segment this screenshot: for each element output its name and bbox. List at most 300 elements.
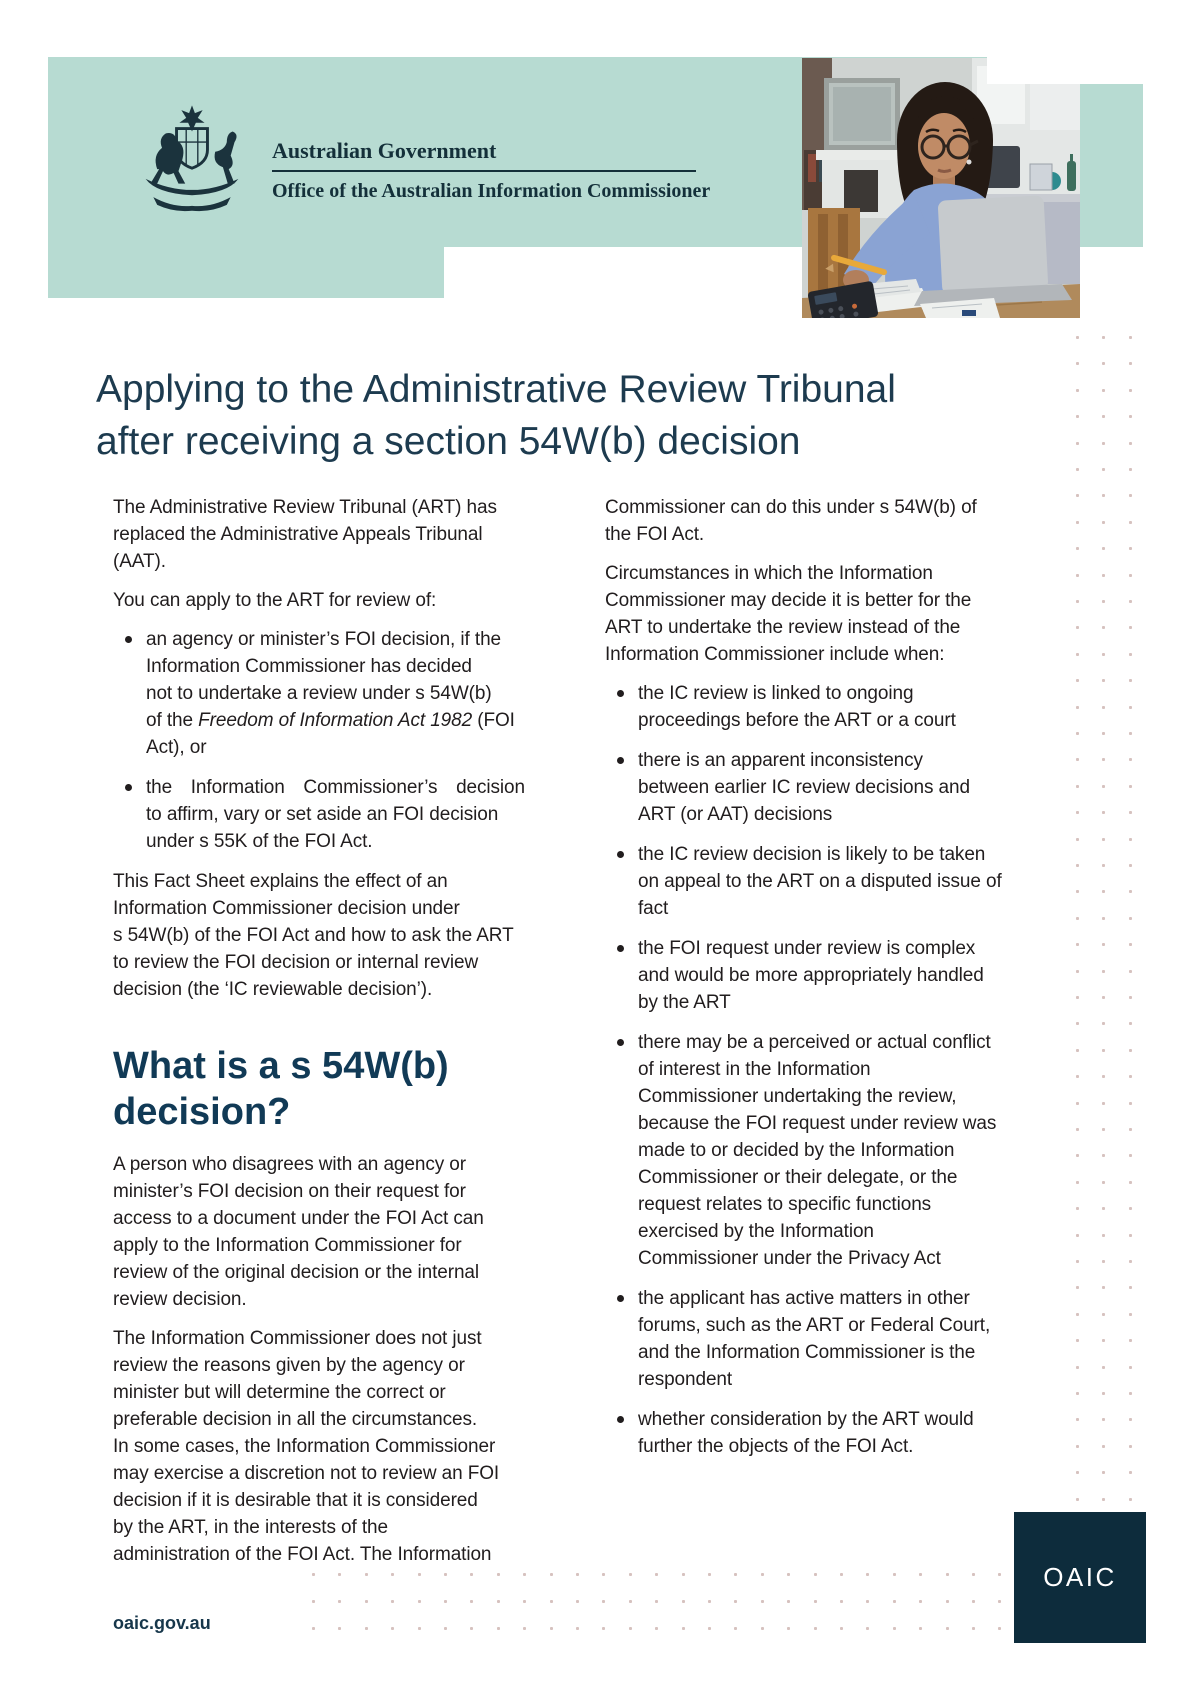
decor-dot [1102,890,1105,893]
decor-dot [1076,1234,1079,1237]
text-line: apply to the Information Commissioner for [113,1235,462,1256]
decor-dot [1129,1154,1132,1157]
text-line: The Information Commissioner does not just [113,1328,482,1349]
decor-dot [1076,1339,1079,1342]
text-line: preferable decision in all the circumstances. [113,1409,478,1430]
decor-dot [1102,1498,1105,1501]
decor-dot [444,1627,447,1630]
decor-dot [1129,442,1132,445]
bullet-dot-icon [617,851,624,858]
text-line: administration of the FOI Act. The Information [113,1544,492,1565]
text-line: not to undertake a review under s 54W(b) [146,683,492,704]
decor-dot [1129,864,1132,867]
decor-dot [761,1627,764,1630]
decor-dot [1102,970,1105,973]
text-line: forums, such as the ART or Federal Court, [638,1315,991,1336]
text-line: of interest in the Information [638,1059,871,1080]
text-line: request relates to specific functions [638,1194,932,1215]
decor-dot [523,1600,526,1603]
decor-dot [1129,890,1132,893]
decor-dot [418,1600,421,1603]
decor-dot [1102,943,1105,946]
text-line: Commissioner can do this under s 54W(b) of [605,497,977,518]
decor-dot [1076,1102,1079,1105]
decor-dot [1102,1366,1105,1369]
decor-dot [1102,1049,1105,1052]
decor-dot [814,1600,817,1603]
decor-dot [1102,574,1105,577]
text-line: replaced the Administrative Appeals Tribunal [113,524,483,545]
text-line: decision? [113,1091,291,1133]
decor-dot [523,1627,526,1630]
decor-dot [1102,1128,1105,1131]
left-column [113,494,525,1580]
decor-dot [1129,1313,1132,1316]
decor-dot [998,1627,1001,1630]
decor-dot [1129,732,1132,735]
text-line: review the reasons given by the agency or [113,1355,465,1376]
decor-dot [1129,785,1132,788]
decor-dot [1076,943,1079,946]
decor-dot [1102,1181,1105,1184]
decor-dot [1129,1022,1132,1025]
text-line: minister but will determine the correct or [113,1382,446,1403]
text-line: the applicant has active matters in other [638,1288,970,1309]
australian-coat-of-arms-icon [134,100,250,218]
decor-dot [1076,1181,1079,1184]
decor-dot [576,1627,579,1630]
decor-dot [1102,1471,1105,1474]
decor-dot [550,1573,553,1576]
text-line: A person who disagrees with an agency or [113,1154,466,1175]
decor-dot [1102,336,1105,339]
decor-dot [1129,468,1132,471]
bullet-dot-icon [617,945,624,952]
text-line: You can apply to the ART for review of: [113,590,437,611]
decor-dot [1076,996,1079,999]
text-line: Commissioner undertaking the review, [638,1086,957,1107]
decor-dot [1129,1075,1132,1078]
decor-dot [682,1627,685,1630]
decor-dot [1129,626,1132,629]
oaic-logo [1014,1512,1146,1643]
decor-dot [1129,547,1132,550]
government-label: Australian Government [272,138,497,163]
decor-dot [1102,362,1105,365]
paragraph [113,1151,525,1313]
text-line: review decision. [113,1289,247,1310]
decor-dot [1076,468,1079,471]
decor-dot [1102,1445,1105,1448]
decor-dot [497,1627,500,1630]
decor-dot [1129,1049,1132,1052]
decor-dot [972,1600,975,1603]
decor-dot [1129,1498,1132,1501]
decor-dot [1129,494,1132,497]
section-heading [113,1043,525,1135]
decor-dot [1102,442,1105,445]
decor-dot [840,1573,843,1576]
decor-dot [1129,996,1132,999]
bullet-item [605,935,1017,1016]
decor-dot [1102,1022,1105,1025]
text-line: The Administrative Review Tribunal (ART) has [113,497,497,518]
decor-dot [1102,1207,1105,1210]
bullet-dot-icon [617,1039,624,1046]
decor-dot [1102,732,1105,735]
decor-dot [444,1600,447,1603]
oaic-logo-text: OAIC [1043,1562,1117,1592]
decor-dot [1102,706,1105,709]
decor-dot [629,1600,632,1603]
decor-dot [708,1600,711,1603]
decor-dot [787,1600,790,1603]
bullet-dot-icon [617,1295,624,1302]
decor-dot [1076,1049,1079,1052]
decor-dot [1102,415,1105,418]
decor-dot [338,1627,341,1630]
decor-dot [1102,996,1105,999]
decor-dot [1102,1075,1105,1078]
bullet-item [605,680,1017,734]
text-line: proceedings before the ART or a court [638,710,956,731]
decor-dot [1129,811,1132,814]
decor-dot [1076,838,1079,841]
decor-dot [787,1627,790,1630]
text-line: there is an apparent inconsistency [638,750,923,771]
text-line: may exercise a discretion not to review an FOI [113,1463,500,1484]
decor-dot [1129,758,1132,761]
decor-dot [1076,811,1079,814]
text-line: ART to undertake the review instead of the [605,617,961,638]
text-line: and the Information Commissioner is the [638,1342,976,1363]
decor-dot [1129,970,1132,973]
right-column [605,494,1017,1473]
decor-dot [1102,1234,1105,1237]
text-line: Commissioner or their delegate, or the [638,1167,958,1188]
decor-dot [1102,1102,1105,1105]
text-line: fact [638,898,669,919]
decor-dot [1076,600,1079,603]
decor-dot [734,1573,737,1576]
decor-dot [1129,838,1132,841]
text-line: review of the original decision or the internal [113,1262,480,1283]
decor-dot [787,1573,790,1576]
decor-dot [602,1573,605,1576]
decor-dot [418,1627,421,1630]
text-line: to review the FOI decision or internal review [113,952,479,973]
text-line: decision (the ‘IC reviewable decision’). [113,979,433,1000]
decor-dot [1076,521,1079,524]
text-line: the FOI request under review is complex [638,938,976,959]
decor-dot [1102,389,1105,392]
decor-dot [1076,1207,1079,1210]
website-link[interactable]: oaic.gov.au [113,1613,211,1633]
bullet-item [605,841,1017,922]
decor-dot [1076,1366,1079,1369]
text-line: decision if it is desirable that it is considered [113,1490,478,1511]
decor-dot [470,1600,473,1603]
decor-dot [1076,415,1079,418]
decor-dot [1129,389,1132,392]
decor-dot [1076,917,1079,920]
decor-dot [998,1600,1001,1603]
decor-dot [1129,600,1132,603]
decor-dot [1076,336,1079,339]
paragraph [605,494,1017,548]
decor-dot [629,1573,632,1576]
decor-dot [365,1627,368,1630]
decor-dot [550,1600,553,1603]
decor-dot [1076,890,1079,893]
decor-dot [550,1627,553,1630]
paragraph [113,494,525,575]
bullet-item [605,1029,1017,1272]
text-line: because the FOI request under review was [638,1113,997,1134]
decor-dot [1076,494,1079,497]
text-line: Commissioner may decide it is better for the [605,590,972,611]
decor-dot [1129,1128,1132,1131]
decor-dot [1076,679,1079,682]
decor-dot [946,1573,949,1576]
decor-dot [1102,521,1105,524]
decor-dot [946,1600,949,1603]
decor-dot [1129,943,1132,946]
decor-dot [998,1573,1001,1576]
decor-dot [708,1573,711,1576]
hero-photo [802,58,1080,318]
decor-dot [1076,1498,1079,1501]
decor-dot [1076,706,1079,709]
bullet-item [605,1406,1017,1460]
text-line: Act), or [146,737,207,758]
decor-dot [1102,1418,1105,1421]
decor-dot [576,1600,579,1603]
decor-dot [1129,1471,1132,1474]
bullet-dot-icon [617,1416,624,1423]
decor-dot [866,1600,869,1603]
text-line: the Information Commissioner’s decision [146,777,525,798]
decor-dot [1102,494,1105,497]
decor-dot [919,1600,922,1603]
decor-dot [1129,362,1132,365]
decor-dot [1102,468,1105,471]
text-line: Circumstances in which the Information [605,563,933,584]
decor-dot [655,1627,658,1630]
decor-dot [1076,732,1079,735]
text-line: further the objects of the FOI Act. [638,1436,914,1457]
decor-dot [1076,785,1079,788]
wordmark-divider [272,170,696,172]
text-line: s 54W(b) of the FOI Act and how to ask the ART [113,925,514,946]
text-line: there may be a perceived or actual conflict [638,1032,991,1053]
paragraph [113,1325,525,1568]
header-wordmark [272,138,710,203]
bullet-dot-icon [617,757,624,764]
decor-dot [734,1600,737,1603]
text-line: made to or decided by the Information [638,1140,955,1161]
decor-dot [1076,1392,1079,1395]
text-line: of the Freedom of Information Act 1982 (FOI [146,710,515,731]
bullet-dot-icon [125,784,132,791]
decor-dot [734,1627,737,1630]
decor-dot [1076,389,1079,392]
decor-dot [1129,574,1132,577]
text-line: respondent [638,1369,733,1390]
decor-dot [1129,1392,1132,1395]
decor-dot [1129,1260,1132,1263]
decor-dot [761,1600,764,1603]
decor-dot [708,1627,711,1630]
decor-dot [1129,1366,1132,1369]
decor-dot [682,1573,685,1576]
text-line: ART (or AAT) decisions [638,804,833,825]
decor-dot [1129,336,1132,339]
decor-dot [919,1573,922,1576]
bullet-item [605,747,1017,828]
decor-dot [1102,1313,1105,1316]
decor-dot [1076,574,1079,577]
text-line: This Fact Sheet explains the effect of an [113,871,448,892]
office-label: Office of the Australian Information Commissioner [272,180,711,202]
bullet-item [113,774,525,855]
text-line: Information Commissioner include when: [605,644,945,665]
decor-dot [1102,1339,1105,1342]
decor-dot [840,1600,843,1603]
decor-dot [629,1627,632,1630]
decor-dot [1102,679,1105,682]
decor-dot [1102,864,1105,867]
text-line: by the ART [638,992,731,1013]
text-line: an agency or minister’s FOI decision, if the [146,629,502,650]
bullet-dot-icon [125,636,132,643]
decor-dot [1076,1471,1079,1474]
decor-dot [1129,415,1132,418]
text-line: Commissioner under the Privacy Act [638,1248,941,1269]
decor-dot [1129,521,1132,524]
decor-dot [1129,1445,1132,1448]
decor-dot [893,1573,896,1576]
decor-dot [1129,917,1132,920]
decor-dot [814,1627,817,1630]
text-line: Information Commissioner decision under [113,898,460,919]
decor-dot [946,1627,949,1630]
text-line: In some cases, the Information Commissioner [113,1436,496,1457]
text-line: access to a document under the FOI Act can [113,1208,484,1229]
decor-dot [1076,1075,1079,1078]
decor-dot [1129,1102,1132,1105]
decor-dot [972,1573,975,1576]
decor-dot [1129,1234,1132,1237]
text-line: whether consideration by the ART would [638,1409,974,1430]
decor-dot [1076,1445,1079,1448]
decor-dot [1076,864,1079,867]
decor-dot [1076,653,1079,656]
decor-dot [1129,653,1132,656]
decor-dot [893,1627,896,1630]
bullet-item [605,1285,1017,1393]
decor-dot [682,1600,685,1603]
text-line: exercised by the Information [638,1221,874,1242]
paragraph [605,560,1017,668]
decor-dot [602,1627,605,1630]
paragraph [113,587,525,614]
decor-dot [312,1627,315,1630]
decor-dot [919,1627,922,1630]
decor-dot [1076,1022,1079,1025]
decor-dot [391,1600,394,1603]
text-line: Information Commissioner has decided [146,656,472,677]
decor-dot [497,1600,500,1603]
decor-dot [1102,758,1105,761]
text-line: the IC review decision is likely to be taken [638,844,986,865]
text-line: between earlier IC review decisions and [638,777,970,798]
decor-dot [840,1627,843,1630]
decor-dot [814,1573,817,1576]
decor-dot [655,1600,658,1603]
decor-dot [1102,917,1105,920]
decor-dot [1076,547,1079,550]
decor-dot [1076,362,1079,365]
decor-dot [1076,1418,1079,1421]
decor-dot [1102,653,1105,656]
decor-dot [391,1627,394,1630]
decor-dot [866,1573,869,1576]
decor-dot [1129,1339,1132,1342]
decor-dot [1076,1286,1079,1289]
decor-dot [1076,970,1079,973]
decor-dot [1102,811,1105,814]
decor-dot [1102,838,1105,841]
decor-dot [1102,1154,1105,1157]
decor-dot [1102,1392,1105,1395]
decor-dot [365,1600,368,1603]
decor-dot [1129,1286,1132,1289]
decor-dot [1129,679,1132,682]
decor-dot [1076,1313,1079,1316]
decor-dot [470,1627,473,1630]
decor-dot [312,1600,315,1603]
decor-dot [1076,1260,1079,1263]
decor-dot [1076,442,1079,445]
text-line: to affirm, vary or set aside an FOI decision [146,804,499,825]
decor-dot [1129,1418,1132,1421]
text-line: the IC review is linked to ongoing [638,683,914,704]
bullet-dot-icon [617,690,624,697]
decor-dot [338,1600,341,1603]
decor-dot [1076,626,1079,629]
text-line: and would be more appropriately handled [638,965,984,986]
decor-dot [1129,706,1132,709]
decor-dot [602,1600,605,1603]
decor-dot [1102,626,1105,629]
decor-dot [655,1573,658,1576]
decor-dot [1102,1260,1105,1263]
decor-dot [1129,1181,1132,1184]
page-title-line-2: after receiving a section 54W(b) decision [96,420,801,463]
decor-dot [1076,758,1079,761]
text-line: by the ART, in the interests of the [113,1517,388,1538]
decor-dot [761,1573,764,1576]
text-line: on appeal to the ART on a disputed issue of [638,871,1002,892]
text-line: minister’s FOI decision on their request for [113,1181,466,1202]
decor-dot [1102,547,1105,550]
decor-dot [1102,785,1105,788]
header-white-notch [987,57,1143,84]
text-line: (AAT). [113,551,166,572]
decor-dot [893,1600,896,1603]
decor-dot [576,1573,579,1576]
